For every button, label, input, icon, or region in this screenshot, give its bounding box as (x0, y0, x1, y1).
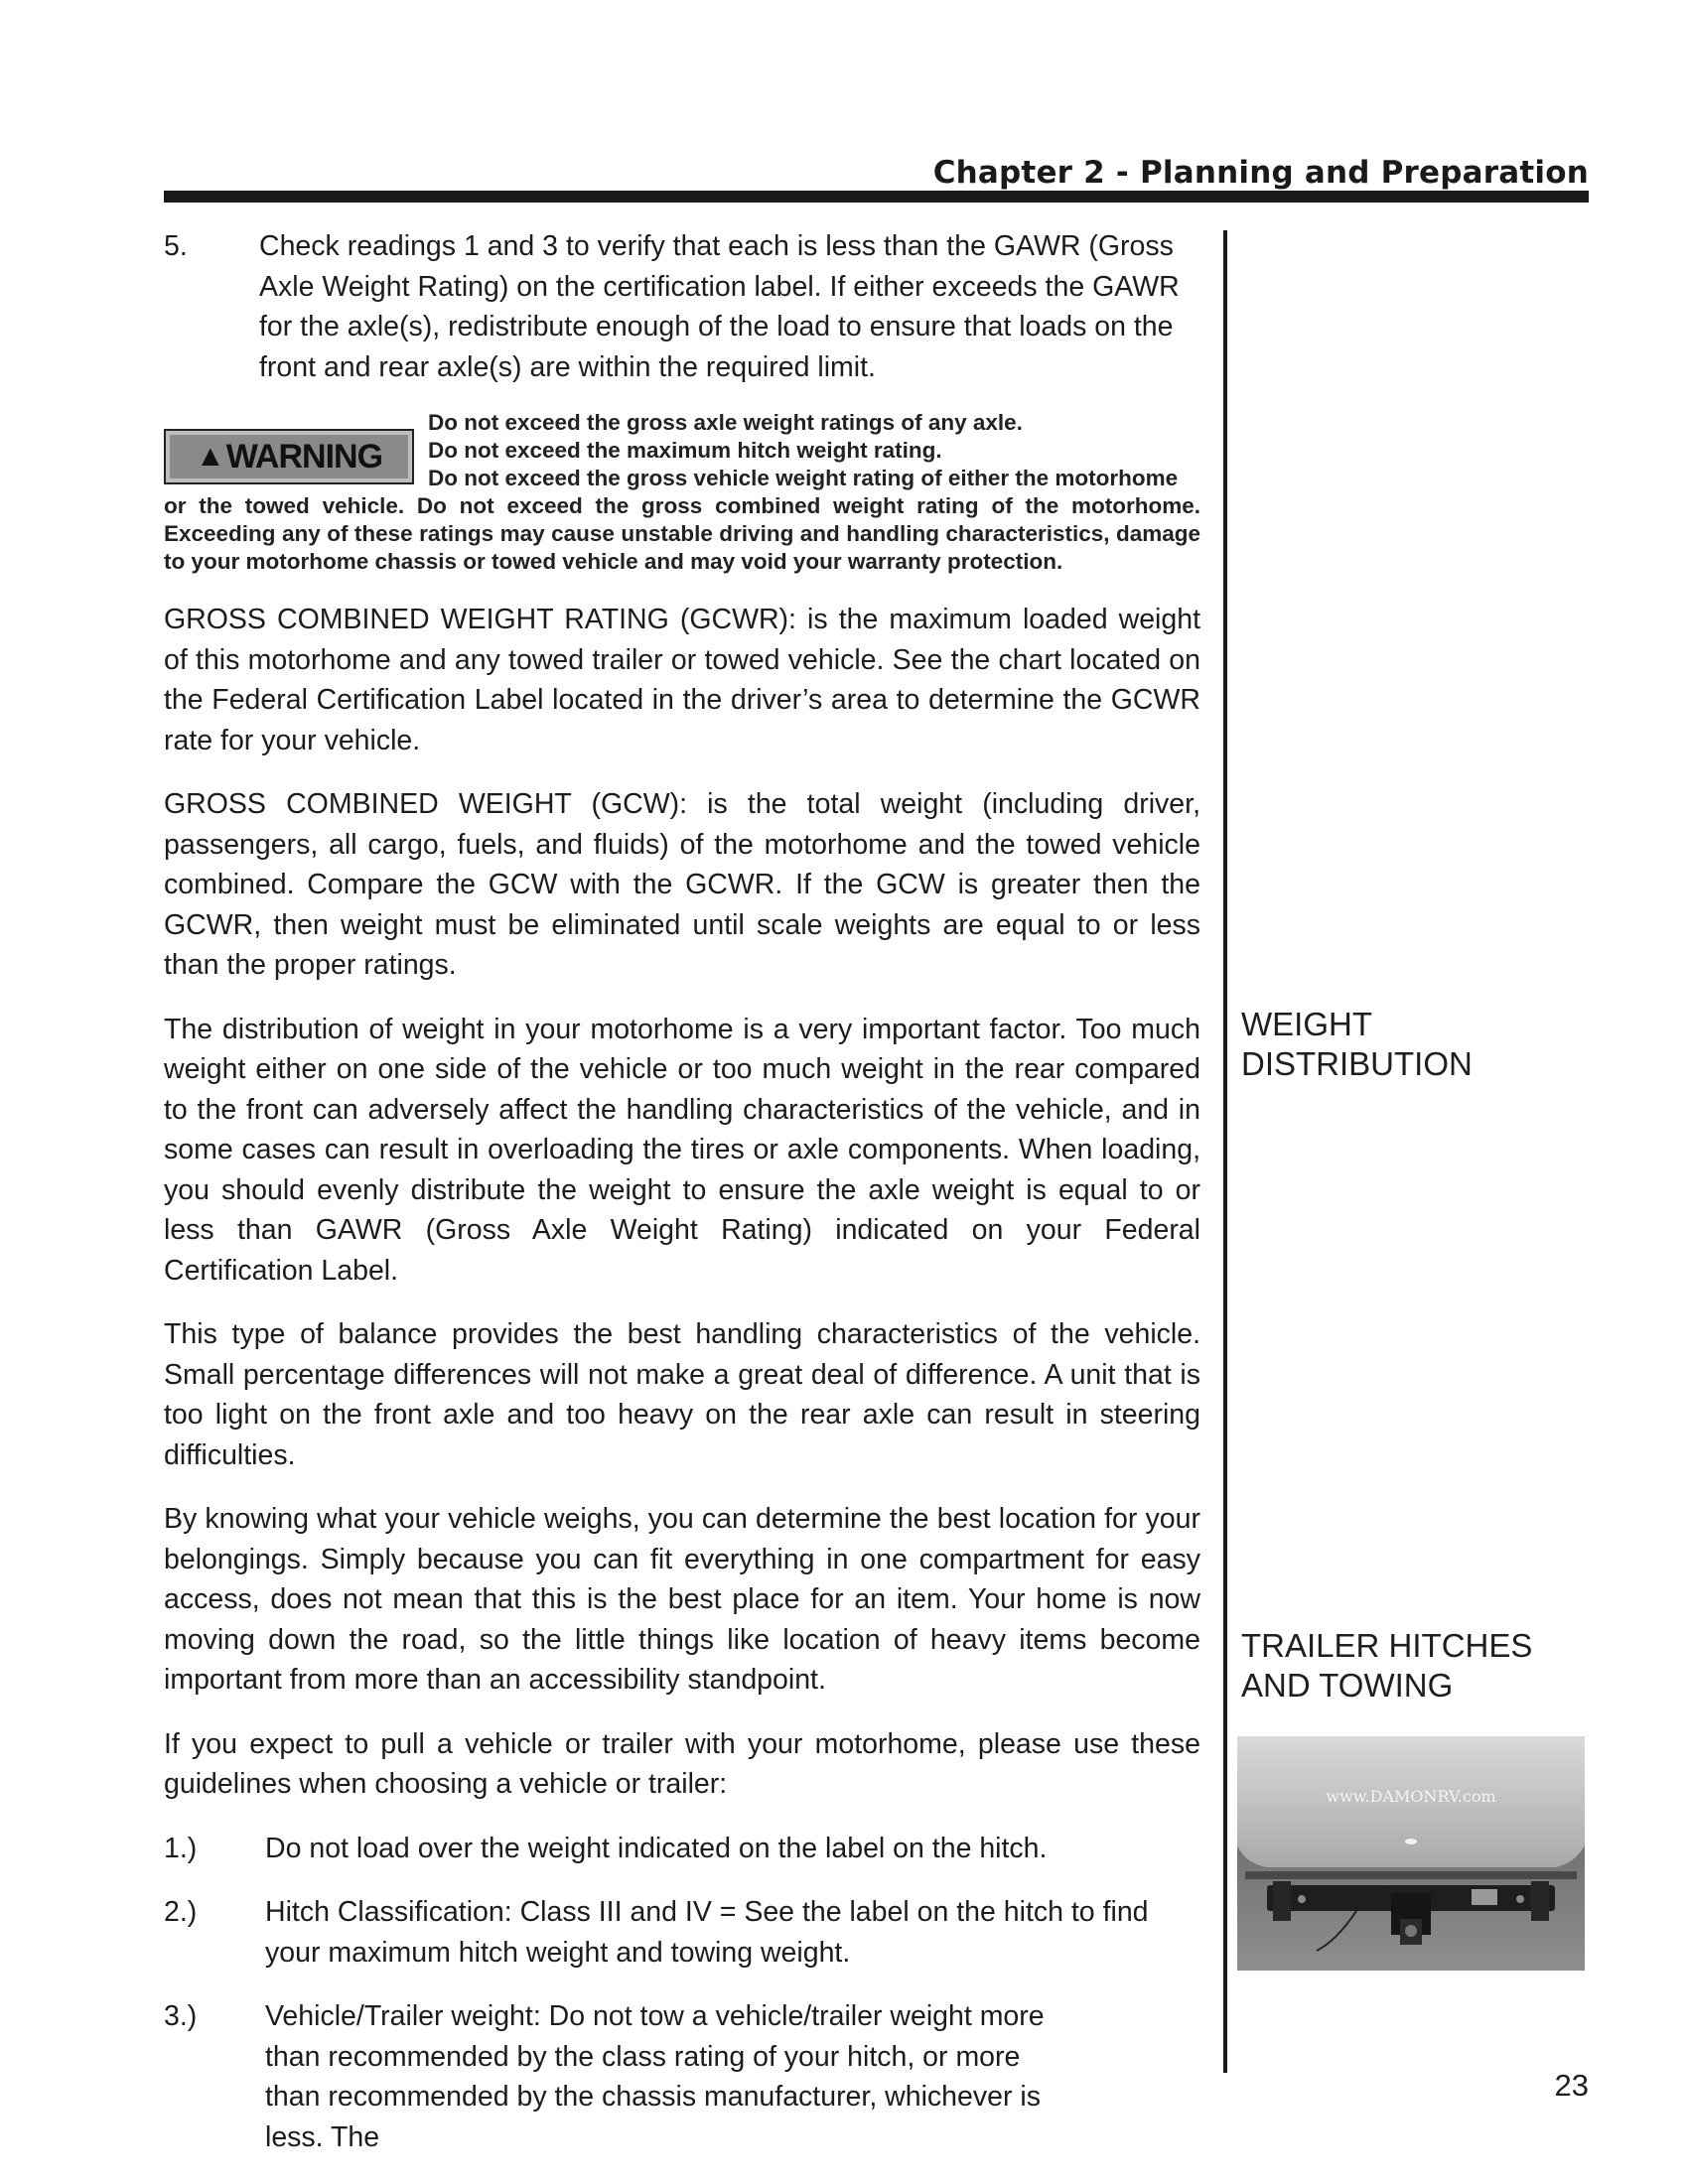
warning-badge (164, 429, 414, 484)
trailer-hitch-photo (1237, 1736, 1585, 1971)
paragraph-gcwr: GROSS COMBINED WEIGHT RATING (GCWR): is the maximum loaded weight of this motorhome and any towed trailer or towed vehicle. See the chart located on the Federal Certification Label located in the driver’s area to determine the GCWR rate for your vehicle. (164, 604, 1200, 756)
warning-text: or the towed vehicle. Do not exceed the gross combined weight rating of the motorhome. Exceeding any of these ratings may cause unstable driving and handling characteristics, damage to your motorhome chassis or towed vehicle and may void your warranty protection. (164, 493, 1200, 574)
warning-triangle-icon: ▲ (195, 440, 224, 473)
step-number: 5. (164, 230, 188, 262)
step-item-5 (164, 226, 1212, 387)
chapter-title: Chapter 2 - Planning and Preparation (932, 155, 1589, 191)
sidebar-heading-trailer-hitches (1241, 1626, 1532, 1706)
list-item (164, 1892, 1258, 1973)
warning-badge-label: WARNING (225, 438, 383, 476)
list-item (164, 1996, 1200, 2157)
warning-line-1: Do not exceed the gross axle weight ratings of any axle. (428, 410, 1023, 435)
paragraph-gcw: GROSS COMBINED WEIGHT (GCW): is the total weight (including driver, passengers, all cargo, fuels, and fluids) of the motorhome and the towed vehicle combined. Compare the GCW with the GCWR. If the GCW is greater then the GCWR, then weight must be eliminated until scale weights are equal to or less than the proper ratings. (164, 788, 1200, 981)
list-text: Do not load over the weight indicated on the label on the hitch. (265, 1832, 1048, 1864)
list-number: 3.) (164, 2000, 198, 2032)
warning-line-2: Do not exceed the maximum hitch weight rating. (428, 438, 942, 463)
list-item (164, 1829, 1200, 1869)
list-text: Hitch Classification: Class III and IV = See the label on the hitch to find your maximum hitch weight and towing weight. (265, 1896, 1149, 1969)
photo-watermark: www.DAMONRV.com (1326, 1787, 1496, 1806)
paragraph-balance: This type of balance provides the best handling characteristics of the vehicle. Small percentage differences will not make a great deal of difference. A unit that is too light on the front axle and too heavy on the rear axle can result in steering difficulties. (164, 1318, 1200, 1471)
paragraph-towing-intro: If you expect to pull a vehicle or trailer with your motorhome, please use these guidelines when choosing a vehicle or trailer: (164, 1727, 1200, 1800)
sidebar-heading-weight-distribution (1241, 1005, 1473, 1084)
step-text: Check readings 1 and 3 to verify that each is less than the GAWR (Gross Axle Weight Rating) on the certification label. If either exceeds the GAWR for the axle(s), redistribute enough of the load to ensure that loads on the front and rear axle(s) are within the required limit. (259, 230, 1180, 383)
list-number: 1.) (164, 1832, 198, 1864)
sidebar-heading-line: TRAILER HITCHES (1241, 1627, 1533, 1664)
sidebar-heading-line: AND TOWING (1241, 1667, 1454, 1704)
page-number: 23 (1554, 2068, 1589, 2103)
warning-block (164, 409, 1200, 576)
list-text: Vehicle/Trailer weight: Do not tow a vehicle/trailer weight more than recommended by the class rating of your hitch, or more than recommended by the chassis manufacturer, whichever is less. The (265, 2000, 1045, 2153)
header-rule (164, 191, 1589, 203)
sidebar-heading-line: DISTRIBUTION (1241, 1045, 1473, 1082)
main-column (164, 226, 1200, 2157)
paragraph-belongings: By knowing what your vehicle weighs, you can determine the best location for your belongings. Simply because you can fit everything in one compartment for easy access, does not mean that this is the best place for an item. Your home is now moving down the road, so the little things like location of heavy items become important from more than an accessibility standpoint. (164, 1503, 1200, 1696)
column-divider (1223, 230, 1227, 2073)
warning-line-3: Do not exceed the gross vehicle weight rating of either the motorhome (428, 466, 1179, 490)
paragraph-weight-distribution: The distribution of weight in your motorhome is a very important factor. Too much weight either on one side of the vehicle or too much weight in the rear compared to the front can adversely affect the handling characteristics of the vehicle, and in some cases can result in overloading the tires or axle components. When loading, you should evenly distribute the weight to ensure the axle weight is equal to or less than GAWR (Gross Axle Weight Rating) indicated on your Federal Certification Label. (164, 1013, 1200, 1287)
list-number: 2.) (164, 1896, 198, 1928)
sidebar-heading-line: WEIGHT (1241, 1006, 1372, 1042)
